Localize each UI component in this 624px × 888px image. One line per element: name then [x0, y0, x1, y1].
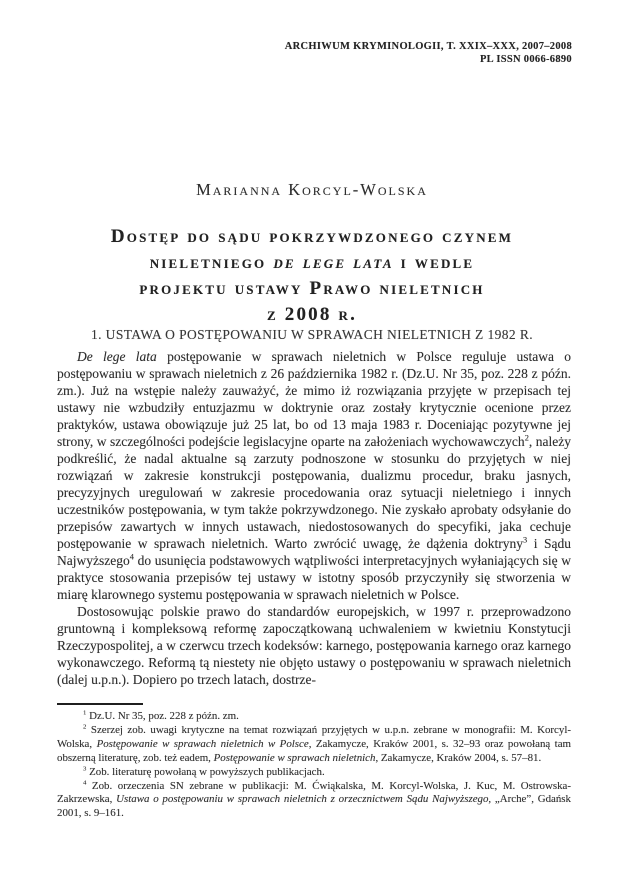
title-line-1: Dostęp do sądu pokrzywdzonego czynem: [110, 226, 514, 247]
body-paragraph-2: Dostosowując polskie prawo do standardów europejskich, w 1997 r. przeprowadzono gruntowną i kompleksową reformę zapoczątkowaną uchwaleniem w kwietniu Konstytucji Rzeczypospolitej, a w czerwcu trzech kodeksów: karnego, postępowania karnego oraz karnego wykonawczego. Reformą tą niestety nie objęto ustawy o postępowaniu w sprawach nieletnich (dalej u.p.n.). Dopiero po trzech latach, dostrze-: [57, 604, 571, 687]
title-line-3: projektu ustawy Prawo nieletnich: [139, 278, 485, 299]
title-line-2-post: i wedle: [393, 252, 475, 273]
section-heading: 1. USTAWA O POSTĘPOWANIU W SPRAWACH NIELETNICH Z 1982 R.: [90, 327, 534, 342]
title-line-2: [30, 250, 594, 276]
footnote-separator-rule: [57, 703, 143, 705]
issn-line: PL ISSN 0066-6890: [479, 54, 572, 65]
title-line-2-pre: nieletniego: [149, 252, 274, 273]
footnote-3: $^3$ Zob. literaturę powołaną w powyższych publikacjach.: [83, 765, 325, 778]
article-title: [30, 224, 594, 328]
footnote-1: $^1$ Dz.U. Nr 35, poz. 228 z późn. zm.: [83, 709, 239, 722]
article-body: [57, 348, 571, 688]
title-latin-phrase: de lege lata: [273, 252, 394, 273]
footnote-4: $^4$ Zob. orzeczenia SN zebrane w publikacji: M. Ćwiąkalska, M. Korcyl-Wolska, J. Kuc, M. Ostrowska-Zakrzewska, Ustawa o postępowaniu w sprawach nieletnich z orzecznictwem Sądu Najwyższego, „Arche”, Gdańsk 2001, s. 9–161.: [57, 778, 571, 820]
footnote-2: $^2$ Szerzej zob. uwagi krytyczne na temat rozwiązań przyjętych w u.p.n. zebrane w monografii: M. Korcyl-Wolska, Postępowanie w sprawach nieletnich w Polsce, Zakamycze, Kraków 2001, s. 32–93 oraz powołaną tam obszerną literaturę, zob. też eadem, Postępowanie w sprawach nieletnich, Zakamycze, Kraków 2004, s. 57–81.: [57, 723, 571, 764]
body-paragraph-1: De lege lata postępowanie w sprawach nieletnich w Polsce reguluje ustawa o postępowaniu w sprawach nieletnich z 26 października 1982 r. (Dz.U. Nr 35, poz. 228 z późn. zm.). Już na wstępie należy zauważyć, że mimo iż rozwiązania przyjęte w przepisach tej ustawy nie wzbudziły entuzjazmu w doktrynie oraz zostały krytycznie ocenione przez praktyków, ustawa obowiązuje już 25 lat, bo od 13 maja 1983 r. Doceniając pozytywne jej strony, w szczególności podejście legislacyjne oparte na założeniach wychowawczych$^2$, należy podkreślić, że nadal aktualne są zarzuty podnoszone w stosunku do przyjętych w niej rozwiązań w zakresie konstrukcji postępowania, dualizmu procedur, braku jasnych, precyzyjnych uregulowań w zakresie procedowania oraz sytuacji nieletniego i innych uczestników postępowania, w tym także pokrzywdzonego. Nie zyskało aprobaty odsyłanie do przepisów zawartych w innych ustawach, niedostosowanych do specyfiki, jaka cechuje postępowanie w sprawach nieletnich. Warto zwrócić uwagę, że dążenia doktryny$^3$ i Sądu Najwyższego$^4$ do usunięcia podstawowych wątpliwości interpretacyjnych wyłaniających się w praktyce stosowania przepisów tej ustawy w istotny sposób przyczyniły się stworzenia w miarę klarownego systemu postępowania w sprawach nieletnich w Polsce.: [57, 349, 571, 602]
author-name: Marianna Korcyl-Wolska: [196, 180, 428, 199]
journal-title-line: ARCHIWUM KRYMINOLOGII, T. XXIX–XXX, 2007–2008: [284, 41, 572, 52]
title-line-4: z 2008 r.: [266, 304, 358, 325]
footnotes-block: [57, 710, 571, 821]
journal-header: [285, 40, 572, 66]
